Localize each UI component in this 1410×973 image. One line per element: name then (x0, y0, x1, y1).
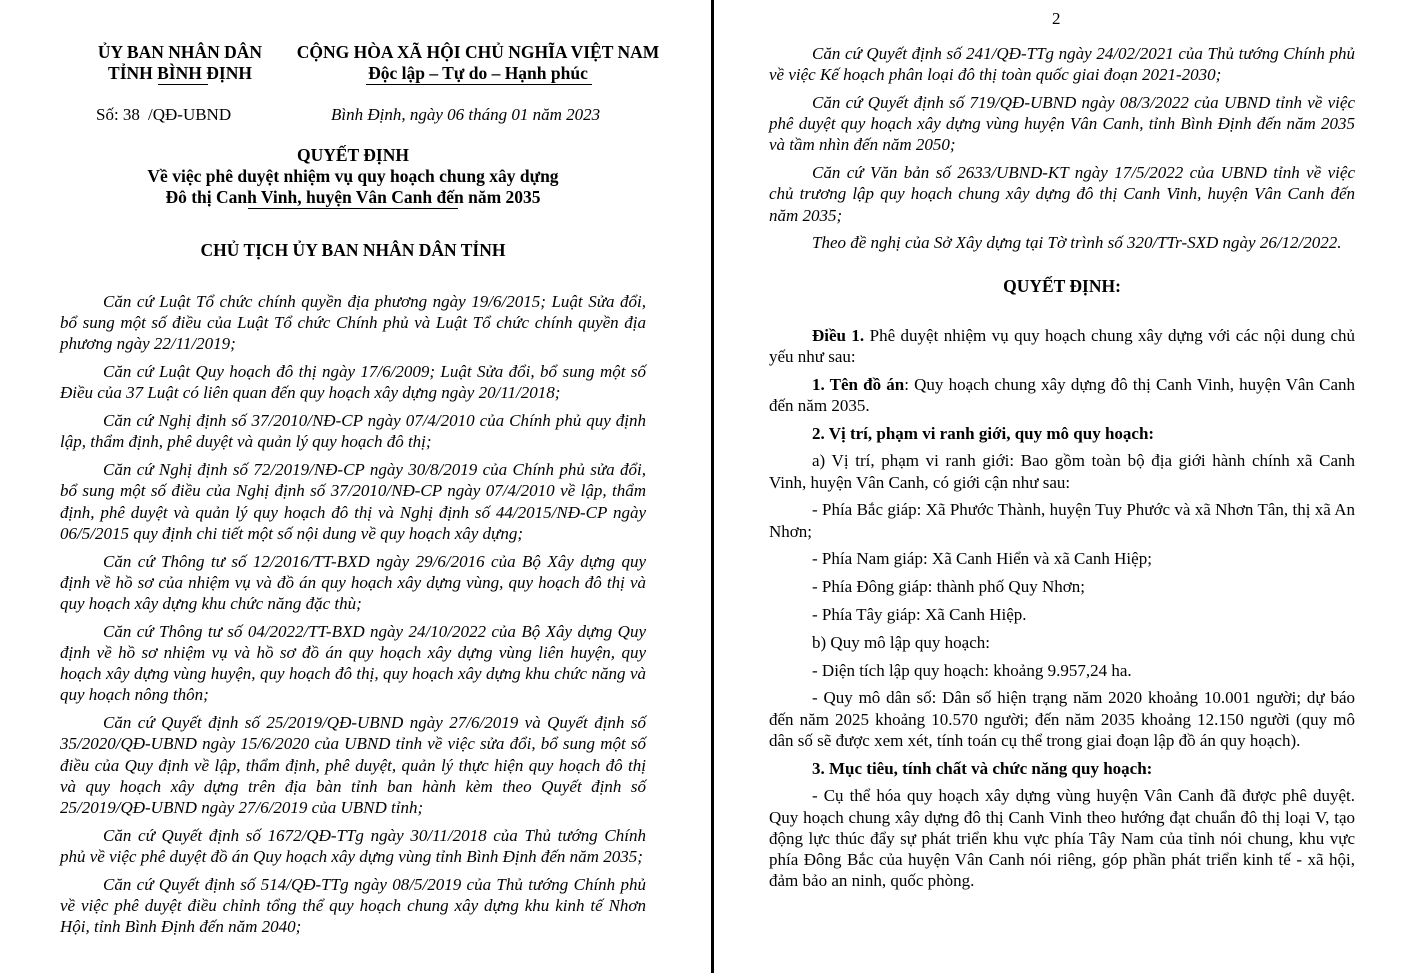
authority-heading: CHỦ TỊCH ỦY BAN NHÂN DÂN TỈNH (200, 240, 506, 260)
national-motto (292, 42, 664, 84)
legal-basis-paragraph: Căn cứ Thông tư số 04/2022/TT-BXD ngày 24/10/2022 của Bộ Xây dựng Quy định về hồ sơ nhiệm vụ và hồ sơ đồ án quy hoạch xây dựng vùng liên huyện, quy hoạch xây dựng vùng huyện, quy hoạch đô thị, quy hoạch xây dựng khu chức năng và quy hoạch nông thôn; (60, 621, 646, 705)
legal-basis-paragraph: Căn cứ Thông tư số 12/2016/TT-BXD ngày 29/6/2016 của Bộ Xây dựng quy định về hồ sơ của nhiệm vụ và đồ án quy hoạch xây dựng vùng, quy hoạch đô thị và quy hoạch xây dựng khu chức năng đặc thù; (60, 551, 646, 614)
legal-basis-paragraph: Căn cứ Luật Quy hoạch đô thị ngày 17/6/2009; Luật Sửa đổi, bổ sung một số Điều của 37 Luật có liên quan đến quy hoạch xây dựng ngày 20/11/2018; (60, 362, 646, 403)
decision-title (60, 145, 646, 208)
page-divider (711, 0, 714, 973)
document-number (96, 105, 231, 125)
boundary-west: - Phía Tây giáp: Xã Canh Hiệp. (812, 605, 1027, 624)
section-1-label: 1. Tên đồ án (812, 374, 905, 394)
page-number: 2 (1052, 9, 1061, 28)
legal-basis-list (60, 291, 646, 944)
legal-basis-paragraph: Căn cứ Quyết định số 719/QĐ-UBND ngày 08/3/2022 của UBND tỉnh về việc phê duyệt quy hoạch xây dựng vùng huyện Vân Canh, tỉnh Bình Định đến năm 2035 và tầm nhìn đến năm 2050; (769, 93, 1355, 155)
decision-body (769, 43, 1355, 898)
article-1-text: Phê duyệt nhiệm vụ quy hoạch chung xây dựng với các nội dung chủ yếu như sau: (769, 325, 1355, 366)
proposal-paragraph: Theo đề nghị của Sở Xây dựng tại Tờ trình số 320/TTr-SXD ngày 26/12/2022. (812, 233, 1342, 253)
agency-line-1: ỦY BAN NHÂN DÂN (97, 42, 263, 62)
legal-basis-paragraph: Căn cứ Quyết định số 514/QĐ-TTg ngày 08/5/2019 của Thủ tướng Chính phủ về việc phê duyệt điều chỉnh tổng thể quy hoạch chung xây dựng khu kinh tế Nhơn Hội, tỉnh Bình Định đến năm 2040; (60, 874, 646, 937)
nation-line-2: Độc lập – Tự do – Hạnh phúc (368, 63, 588, 83)
section-2-a: a) Vị trí, phạm vi ranh giới: Bao gồm toàn bộ địa giới hành chính xã Canh Vinh, huyện Vân Canh, có giới cận như sau: (769, 451, 1355, 492)
agency-line-2: TỈNH BÌNH ĐỊNH (108, 63, 252, 83)
doc-number-suffix: /QĐ-UBND (148, 105, 232, 124)
document-date: Bình Định, ngày 06 tháng 01 năm 2023 (331, 105, 601, 124)
title-underline (248, 208, 458, 209)
section-1-text: : Quy hoạch chung xây dựng đô thị Canh Vinh, huyện Vân Canh đến năm 2035. (769, 374, 1355, 415)
legal-basis-paragraph: Căn cứ Quyết định số 241/QĐ-TTg ngày 24/02/2021 của Thủ tướng Chính phủ về việc Kế hoạch phân loại đô thị toàn quốc giai đoạn 2021-2030; (769, 44, 1355, 85)
decision-subtitle-1: Về việc phê duyệt nhiệm vụ quy hoạch chung xây dựng (147, 166, 559, 186)
article-1-label: Điều 1. (812, 325, 865, 345)
agency-underline (158, 84, 208, 85)
boundary-north: - Phía Bắc giáp: Xã Phước Thành, huyện Tuy Phước và xã Nhơn Tân, thị xã An Nhơn; (769, 500, 1355, 541)
boundary-south: - Phía Nam giáp: Xã Canh Hiển và xã Canh Hiệp; (812, 549, 1152, 569)
legal-basis-paragraph: Căn cứ Quyết định số 1672/QĐ-TTg ngày 30/11/2018 của Thủ tướng Chính phủ về việc phê duyệt đồ án Quy hoạch xây dựng vùng tỉnh Bình Định đến năm 2035; (60, 825, 646, 867)
decision-heading: QUYẾT ĐỊNH: (1003, 275, 1121, 296)
article-1 (769, 325, 1355, 367)
motto-underline (366, 84, 592, 85)
boundary-east: - Phía Đông giáp: thành phố Quy Nhơn; (812, 577, 1085, 597)
legal-basis-paragraph: Căn cứ Quyết định số 25/2019/QĐ-UBND ngày 27/6/2019 và Quyết định số 35/2020/QĐ-UBND ngày 15/6/2020 của UBND tỉnh về việc sửa đổi, bổ sung một số điều của Quy định về lập, thẩm định, phê duyệt, quản lý thực hiện quy hoạch đô thị và quy hoạch xây dựng trên địa bàn tỉnh ban hành kèm theo Quyết định số 25/2019/QĐ-UBND ngày 27/6/2019 của UBND tỉnh; (60, 713, 646, 818)
issuing-agency (80, 42, 280, 84)
decision-subtitle-2: Đô thị Canh Vinh, huyện Vân Canh đến năm 2035 (165, 187, 541, 207)
legal-basis-paragraph: Căn cứ Nghị định số 72/2019/NĐ-CP ngày 30/8/2019 của Chính phủ sửa đổi, bổ sung một số điều của Nghị định số 37/2010/NĐ-CP ngày 07/4/2010 về lập, thẩm định, phê duyệt và quản lý quy hoạch đô thị và Nghị định số 44/2015/NĐ-CP ngày 06/5/2015 quy định chi tiết một số nội dung về quy hoạch xây dựng; (60, 460, 646, 543)
legal-basis-paragraph: Căn cứ Luật Tổ chức chính quyền địa phương ngày 19/6/2015; Luật Sửa đổi, bổ sung một số điều của Luật Tổ chức Chính phủ và Luật Tổ chức chính quyền địa phương ngày 22/11/2019; (60, 292, 646, 354)
section-2-heading: 2. Vị trí, phạm vi ranh giới, quy mô quy hoạch: (812, 423, 1155, 443)
doc-number-prefix: Số: 38 (96, 105, 140, 124)
decision-title-main: QUYẾT ĐỊNH (297, 145, 409, 165)
nation-line-1: CỘNG HÒA XÃ HỘI CHỦ NGHĨA VIỆT NAM (296, 42, 660, 62)
section-3-text: - Cụ thể hóa quy hoạch xây dựng vùng huyện Vân Canh đã được phê duyệt. Quy hoạch chung xây dựng đô thị Canh Vinh theo hướng đạt chuẩn đô thị loại V, tạo động lực thúc đẩy sự phát triển khu vực phía Tây Nam của tỉnh nói chung, khu vực phía Đông Bắc của huyện Vân Canh nói riêng, góp phần phát triển kinh tế - xã hội, đảm bảo an ninh, quốc phòng. (769, 786, 1355, 891)
legal-basis-paragraph: Căn cứ Nghị định số 37/2010/NĐ-CP ngày 07/4/2010 của Chính phủ quy định lập, thẩm định, phê duyệt và quản lý quy hoạch đô thị; (60, 411, 646, 452)
section-3-heading: 3. Mục tiêu, tính chất và chức năng quy hoạch: (812, 758, 1153, 778)
planning-area: - Diện tích lập quy hoạch: khoảng 9.957,24 ha. (812, 660, 1132, 680)
section-2-b: b) Quy mô lập quy hoạch: (812, 632, 990, 652)
section-1 (769, 374, 1355, 416)
legal-basis-paragraph: Căn cứ Văn bản số 2633/UBND-KT ngày 17/5/2022 của UBND tỉnh về việc chủ trương lập quy hoạch chung xây dựng đô thị Canh Vinh, huyện Vân Canh đến năm 2035; (769, 163, 1355, 225)
population-scale: - Quy mô dân số: Dân số hiện trạng năm 2020 khoảng 10.001 người; dự báo đến năm 2025 khoảng 10.570 người; đến năm 2035 khoảng 12.150 người (quy mô dân số sẽ được xem xét, tính toán cụ thể trong giai đoạn lập đồ án quy hoạch). (769, 688, 1355, 750)
page-2 (716, 0, 1410, 973)
